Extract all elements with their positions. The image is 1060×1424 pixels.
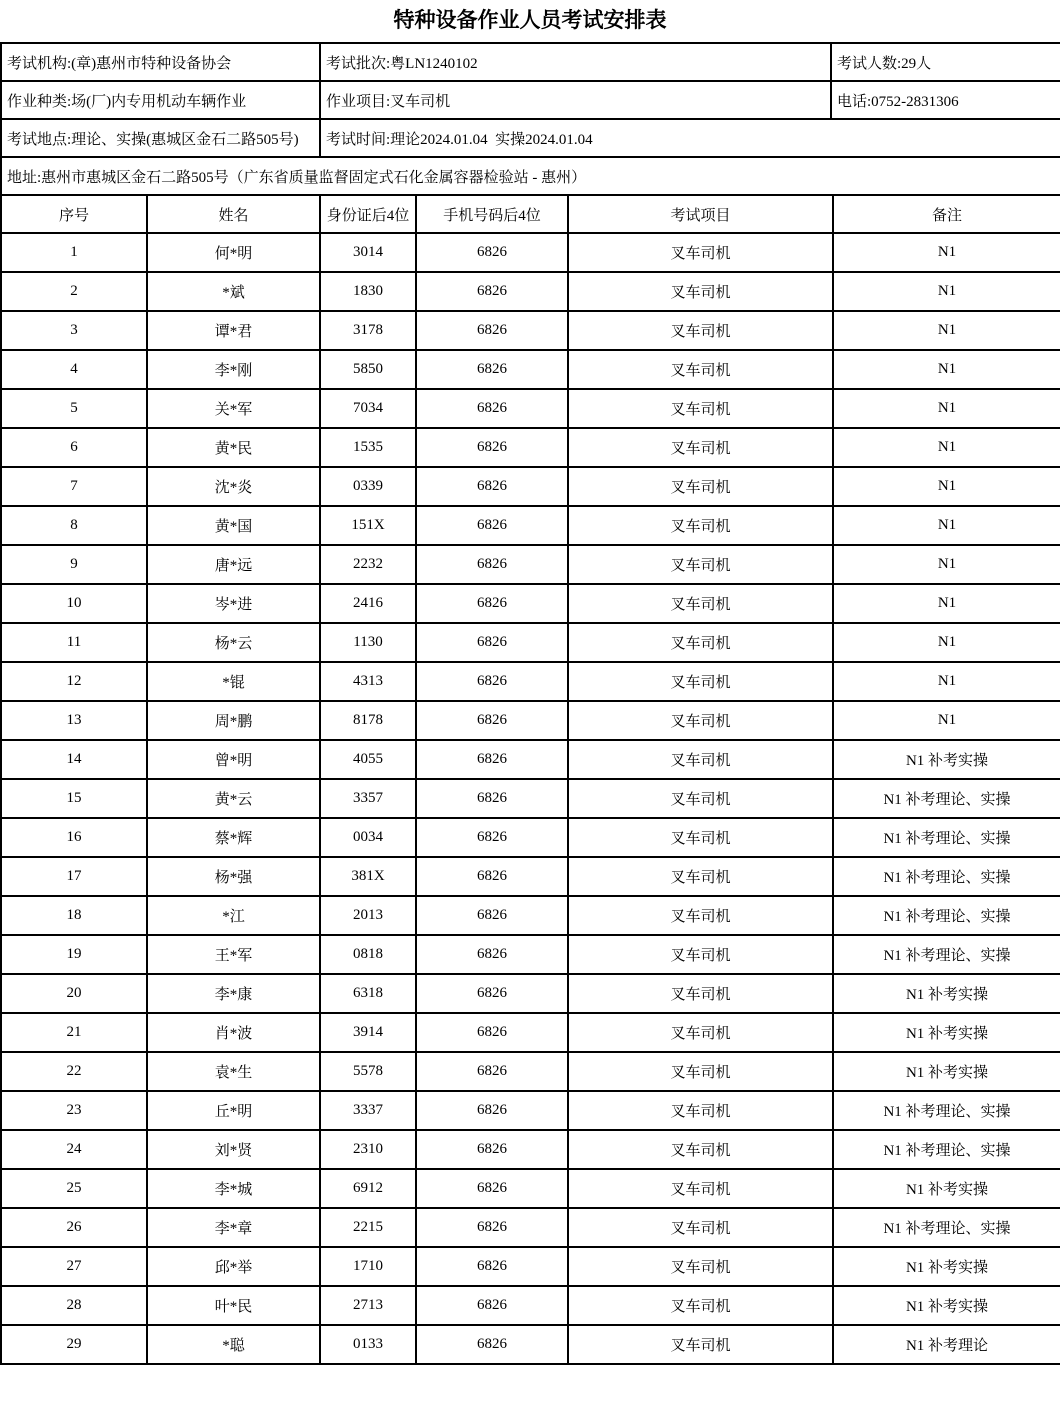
cell-phone4: 6826 [416,1208,568,1247]
table-row [1,584,1060,623]
cell-seq: 17 [1,857,147,896]
cell-seq: 13 [1,701,147,740]
cell-name: 李*刚 [147,350,320,389]
cell-id4: 1830 [320,272,416,311]
table-row [1,779,1060,818]
cell-phone4: 6826 [416,779,568,818]
table-row [1,1130,1060,1169]
cell-project: 叉车司机 [568,389,833,428]
cell-seq: 7 [1,467,147,506]
cell-name: 杨*强 [147,857,320,896]
cell-name: 何*明 [147,233,320,272]
cell-project: 叉车司机 [568,1091,833,1130]
cell-remark: N1 补考实操 [833,740,1060,779]
cell-remark: N1 [833,506,1060,545]
cell-seq: 19 [1,935,147,974]
cell-name: 黄*民 [147,428,320,467]
cell-phone4: 6826 [416,1052,568,1091]
cell-name: 周*鹏 [147,701,320,740]
cell-seq: 10 [1,584,147,623]
cell-id4: 0818 [320,935,416,974]
table-row [1,1052,1060,1091]
cell-name: 黄*国 [147,506,320,545]
cell-id4: 2232 [320,545,416,584]
cell-id4: 0339 [320,467,416,506]
cell-remark: N1 [833,701,1060,740]
cell-id4: 7034 [320,389,416,428]
cell-name: 沈*炎 [147,467,320,506]
table-header-row [1,195,1060,233]
cell-phone4: 6826 [416,389,568,428]
cell-seq: 6 [1,428,147,467]
cell-id4: 3357 [320,779,416,818]
cell-remark: N1 [833,350,1060,389]
table-row [1,233,1060,272]
cell-project: 叉车司机 [568,1013,833,1052]
cell-project: 叉车司机 [568,1325,833,1364]
cell-id4: 8178 [320,701,416,740]
cell-remark: N1 [833,389,1060,428]
cell-project: 叉车司机 [568,467,833,506]
cell-id4: 3178 [320,311,416,350]
cell-name: 袁*生 [147,1052,320,1091]
cell-id4: 2416 [320,584,416,623]
cell-seq: 20 [1,974,147,1013]
table-row [1,272,1060,311]
cell-name: 蔡*辉 [147,818,320,857]
cell-seq: 22 [1,1052,147,1091]
cell-seq: 12 [1,662,147,701]
cell-phone4: 6826 [416,545,568,584]
cell-remark: N1 补考实操 [833,1013,1060,1052]
cell-project: 叉车司机 [568,857,833,896]
cell-project: 叉车司机 [568,1247,833,1286]
info-row-4 [1,157,1060,195]
table-row [1,896,1060,935]
cell-project: 叉车司机 [568,1208,833,1247]
cell-phone4: 6826 [416,311,568,350]
cell-seq: 27 [1,1247,147,1286]
cell-remark: N1 补考理论、实操 [833,818,1060,857]
cell-remark: N1 [833,623,1060,662]
table-row [1,1169,1060,1208]
cell-phone4: 6826 [416,701,568,740]
column-header-project: 考试项目 [568,195,833,233]
info-row-2 [1,81,1060,119]
cell-remark: N1 [833,272,1060,311]
cell-remark: N1 补考实操 [833,1052,1060,1091]
cell-seq: 8 [1,506,147,545]
exam-table-body [1,233,1060,1364]
cell-seq: 23 [1,1091,147,1130]
cell-name: 刘*贤 [147,1130,320,1169]
cell-phone4: 6826 [416,584,568,623]
cell-remark: N1 [833,428,1060,467]
cell-project: 叉车司机 [568,350,833,389]
info-exam-headcount: 考试人数:29人 [831,43,1060,81]
cell-id4: 4313 [320,662,416,701]
table-row [1,428,1060,467]
cell-remark: N1 补考实操 [833,1169,1060,1208]
cell-phone4: 6826 [416,857,568,896]
cell-seq: 24 [1,1130,147,1169]
cell-name: 唐*远 [147,545,320,584]
info-row-1 [1,43,1060,81]
cell-name: *锟 [147,662,320,701]
cell-seq: 14 [1,740,147,779]
cell-id4: 1710 [320,1247,416,1286]
cell-phone4: 6826 [416,623,568,662]
cell-project: 叉车司机 [568,1286,833,1325]
exam-schedule-table [0,194,1060,1365]
cell-id4: 2310 [320,1130,416,1169]
cell-project: 叉车司机 [568,311,833,350]
cell-project: 叉车司机 [568,584,833,623]
table-row [1,1208,1060,1247]
cell-id4: 151X [320,506,416,545]
cell-seq: 21 [1,1013,147,1052]
cell-remark: N1 补考理论、实操 [833,1208,1060,1247]
column-header-seq: 序号 [1,195,147,233]
cell-phone4: 6826 [416,662,568,701]
cell-project: 叉车司机 [568,1052,833,1091]
cell-phone4: 6826 [416,818,568,857]
cell-seq: 29 [1,1325,147,1364]
cell-project: 叉车司机 [568,701,833,740]
cell-name: 杨*云 [147,623,320,662]
info-work-category: 作业种类:场(厂)内专用机动车辆作业 [1,81,320,119]
cell-seq: 9 [1,545,147,584]
cell-id4: 3014 [320,233,416,272]
cell-project: 叉车司机 [568,272,833,311]
cell-remark: N1 [833,233,1060,272]
cell-id4: 0133 [320,1325,416,1364]
cell-id4: 3337 [320,1091,416,1130]
cell-phone4: 6826 [416,1247,568,1286]
cell-remark: N1 [833,311,1060,350]
cell-phone4: 6826 [416,1130,568,1169]
cell-seq: 28 [1,1286,147,1325]
cell-phone4: 6826 [416,1325,568,1364]
cell-remark: N1 补考理论、实操 [833,779,1060,818]
cell-name: *聪 [147,1325,320,1364]
cell-id4: 2713 [320,1286,416,1325]
cell-phone4: 6826 [416,740,568,779]
cell-phone4: 6826 [416,467,568,506]
table-row [1,545,1060,584]
cell-remark: N1 [833,662,1060,701]
cell-seq: 5 [1,389,147,428]
column-header-phone4: 手机号码后4位 [416,195,568,233]
cell-id4: 1130 [320,623,416,662]
cell-name: 邱*举 [147,1247,320,1286]
cell-id4: 6912 [320,1169,416,1208]
cell-name: 黄*云 [147,779,320,818]
info-phone: 电话:0752-2831306 [831,81,1060,119]
cell-name: *斌 [147,272,320,311]
cell-project: 叉车司机 [568,506,833,545]
table-row [1,623,1060,662]
cell-remark: N1 [833,545,1060,584]
cell-name: *江 [147,896,320,935]
table-row [1,1247,1060,1286]
cell-name: 岑*进 [147,584,320,623]
cell-project: 叉车司机 [568,974,833,1013]
info-row-3 [1,119,1060,157]
column-header-name: 姓名 [147,195,320,233]
cell-project: 叉车司机 [568,896,833,935]
table-row [1,935,1060,974]
cell-id4: 0034 [320,818,416,857]
cell-remark: N1 补考理论、实操 [833,857,1060,896]
cell-remark: N1 补考理论、实操 [833,896,1060,935]
cell-id4: 6318 [320,974,416,1013]
cell-id4: 2013 [320,896,416,935]
cell-project: 叉车司机 [568,1169,833,1208]
cell-remark: N1 补考理论、实操 [833,1091,1060,1130]
cell-seq: 2 [1,272,147,311]
cell-project: 叉车司机 [568,740,833,779]
info-address: 地址:惠州市惠城区金石二路505号（广东省质量监督固定式石化金属容器检验站 - 惠州） [1,157,1060,195]
table-row [1,467,1060,506]
cell-name: 王*军 [147,935,320,974]
cell-project: 叉车司机 [568,779,833,818]
cell-project: 叉车司机 [568,623,833,662]
cell-project: 叉车司机 [568,662,833,701]
cell-seq: 16 [1,818,147,857]
cell-id4: 4055 [320,740,416,779]
info-exam-location: 考试地点:理论、实操(惠城区金石二路505号) [1,119,320,157]
cell-seq: 26 [1,1208,147,1247]
cell-name: 谭*君 [147,311,320,350]
info-exam-time: 考试时间:理论2024.01.04 实操2024.01.04 [320,119,1060,157]
table-row [1,1325,1060,1364]
cell-phone4: 6826 [416,272,568,311]
cell-name: 丘*明 [147,1091,320,1130]
cell-phone4: 6826 [416,1169,568,1208]
cell-seq: 18 [1,896,147,935]
cell-phone4: 6826 [416,1091,568,1130]
table-row [1,974,1060,1013]
table-row [1,1091,1060,1130]
cell-phone4: 6826 [416,233,568,272]
info-exam-institution: 考试机构:(章)惠州市特种设备协会 [1,43,320,81]
cell-name: 曾*明 [147,740,320,779]
cell-name: 李*城 [147,1169,320,1208]
table-row [1,350,1060,389]
cell-phone4: 6826 [416,428,568,467]
cell-id4: 5578 [320,1052,416,1091]
cell-remark: N1 [833,467,1060,506]
cell-project: 叉车司机 [568,818,833,857]
cell-remark: N1 补考实操 [833,1286,1060,1325]
cell-seq: 4 [1,350,147,389]
cell-remark: N1 补考实操 [833,1247,1060,1286]
cell-remark: N1 补考理论 [833,1325,1060,1364]
cell-seq: 11 [1,623,147,662]
cell-id4: 381X [320,857,416,896]
table-row [1,389,1060,428]
table-row [1,662,1060,701]
cell-seq: 1 [1,233,147,272]
cell-seq: 15 [1,779,147,818]
cell-remark: N1 补考理论、实操 [833,935,1060,974]
table-row [1,857,1060,896]
cell-project: 叉车司机 [568,1130,833,1169]
table-row [1,506,1060,545]
cell-project: 叉车司机 [568,935,833,974]
cell-phone4: 6826 [416,350,568,389]
cell-id4: 2215 [320,1208,416,1247]
cell-name: 李*章 [147,1208,320,1247]
cell-project: 叉车司机 [568,233,833,272]
cell-phone4: 6826 [416,896,568,935]
cell-id4: 1535 [320,428,416,467]
cell-remark: N1 补考实操 [833,974,1060,1013]
cell-remark: N1 [833,584,1060,623]
table-row [1,701,1060,740]
cell-phone4: 6826 [416,1286,568,1325]
cell-name: 叶*民 [147,1286,320,1325]
table-row [1,311,1060,350]
cell-phone4: 6826 [416,506,568,545]
cell-remark: N1 补考理论、实操 [833,1130,1060,1169]
cell-seq: 25 [1,1169,147,1208]
cell-project: 叉车司机 [568,428,833,467]
cell-phone4: 6826 [416,974,568,1013]
column-header-id4: 身份证后4位 [320,195,416,233]
cell-id4: 5850 [320,350,416,389]
cell-name: 关*军 [147,389,320,428]
column-header-remark: 备注 [833,195,1060,233]
exam-info-table [0,42,1060,196]
info-exam-batch: 考试批次:粤LN1240102 [320,43,831,81]
table-row [1,818,1060,857]
page-title: 特种设备作业人员考试安排表 [393,8,667,32]
table-row [1,740,1060,779]
cell-project: 叉车司机 [568,545,833,584]
cell-phone4: 6826 [416,1013,568,1052]
cell-id4: 3914 [320,1013,416,1052]
table-row [1,1013,1060,1052]
cell-seq: 3 [1,311,147,350]
cell-name: 肖*波 [147,1013,320,1052]
cell-phone4: 6826 [416,935,568,974]
info-work-project: 作业项目:叉车司机 [320,81,831,119]
table-row [1,1286,1060,1325]
cell-name: 李*康 [147,974,320,1013]
